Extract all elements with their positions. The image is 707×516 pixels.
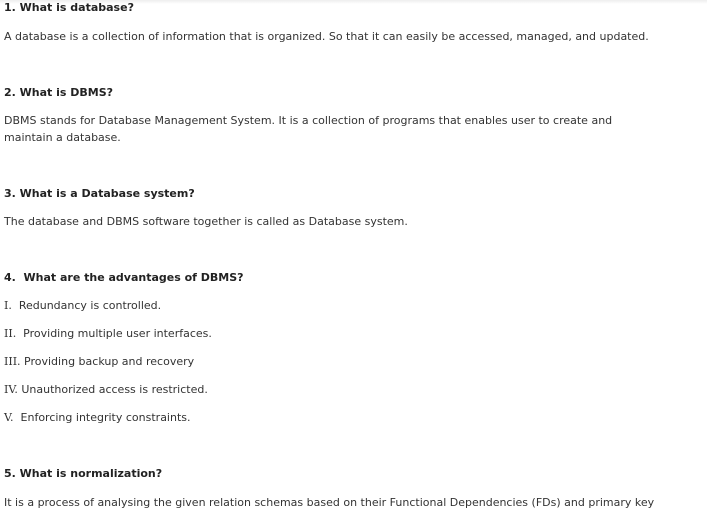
question-2-heading: 2. What is DBMS? [4, 86, 114, 99]
question-3-heading: 3. What is a Database system? [4, 187, 195, 200]
list-numeral: IV. [4, 383, 18, 396]
list-text: Providing multiple user interfaces. [16, 327, 212, 340]
list-numeral: V. [4, 411, 14, 424]
answer-2-line-2: maintain a database. [4, 131, 121, 144]
answer-2-line-1: DBMS stands for Database Management System. It is a collection of programs that enables user to create and [4, 114, 613, 127]
list-numeral: I. [4, 299, 12, 312]
list-item [4, 410, 191, 426]
list-item [4, 382, 208, 398]
list-item [4, 354, 194, 370]
answer-5: It is a process of analysing the given relation schemas based on their Functional Dependencies (FDs) and primary key [4, 496, 655, 509]
list-numeral: II. [4, 327, 17, 340]
list-item [4, 298, 161, 314]
answer-3: The database and DBMS software together is called as Database system. [4, 215, 408, 228]
list-numeral: III. [4, 355, 21, 368]
answer-1: A database is a collection of information that is organized. So that it can easily be accessed, managed, and updated. [4, 30, 649, 43]
list-text: Unauthorized access is restricted. [17, 383, 208, 396]
list-text: Providing backup and recovery [20, 355, 195, 368]
question-1-heading: 1. What is database? [4, 1, 134, 14]
question-5-heading: 5. What is normalization? [4, 467, 163, 480]
list-text: Enforcing integrity constraints. [13, 411, 191, 424]
question-4-heading: 4. What are the advantages of DBMS? [4, 271, 244, 284]
list-item [4, 326, 212, 342]
list-text: Redundancy is controlled. [11, 299, 162, 312]
